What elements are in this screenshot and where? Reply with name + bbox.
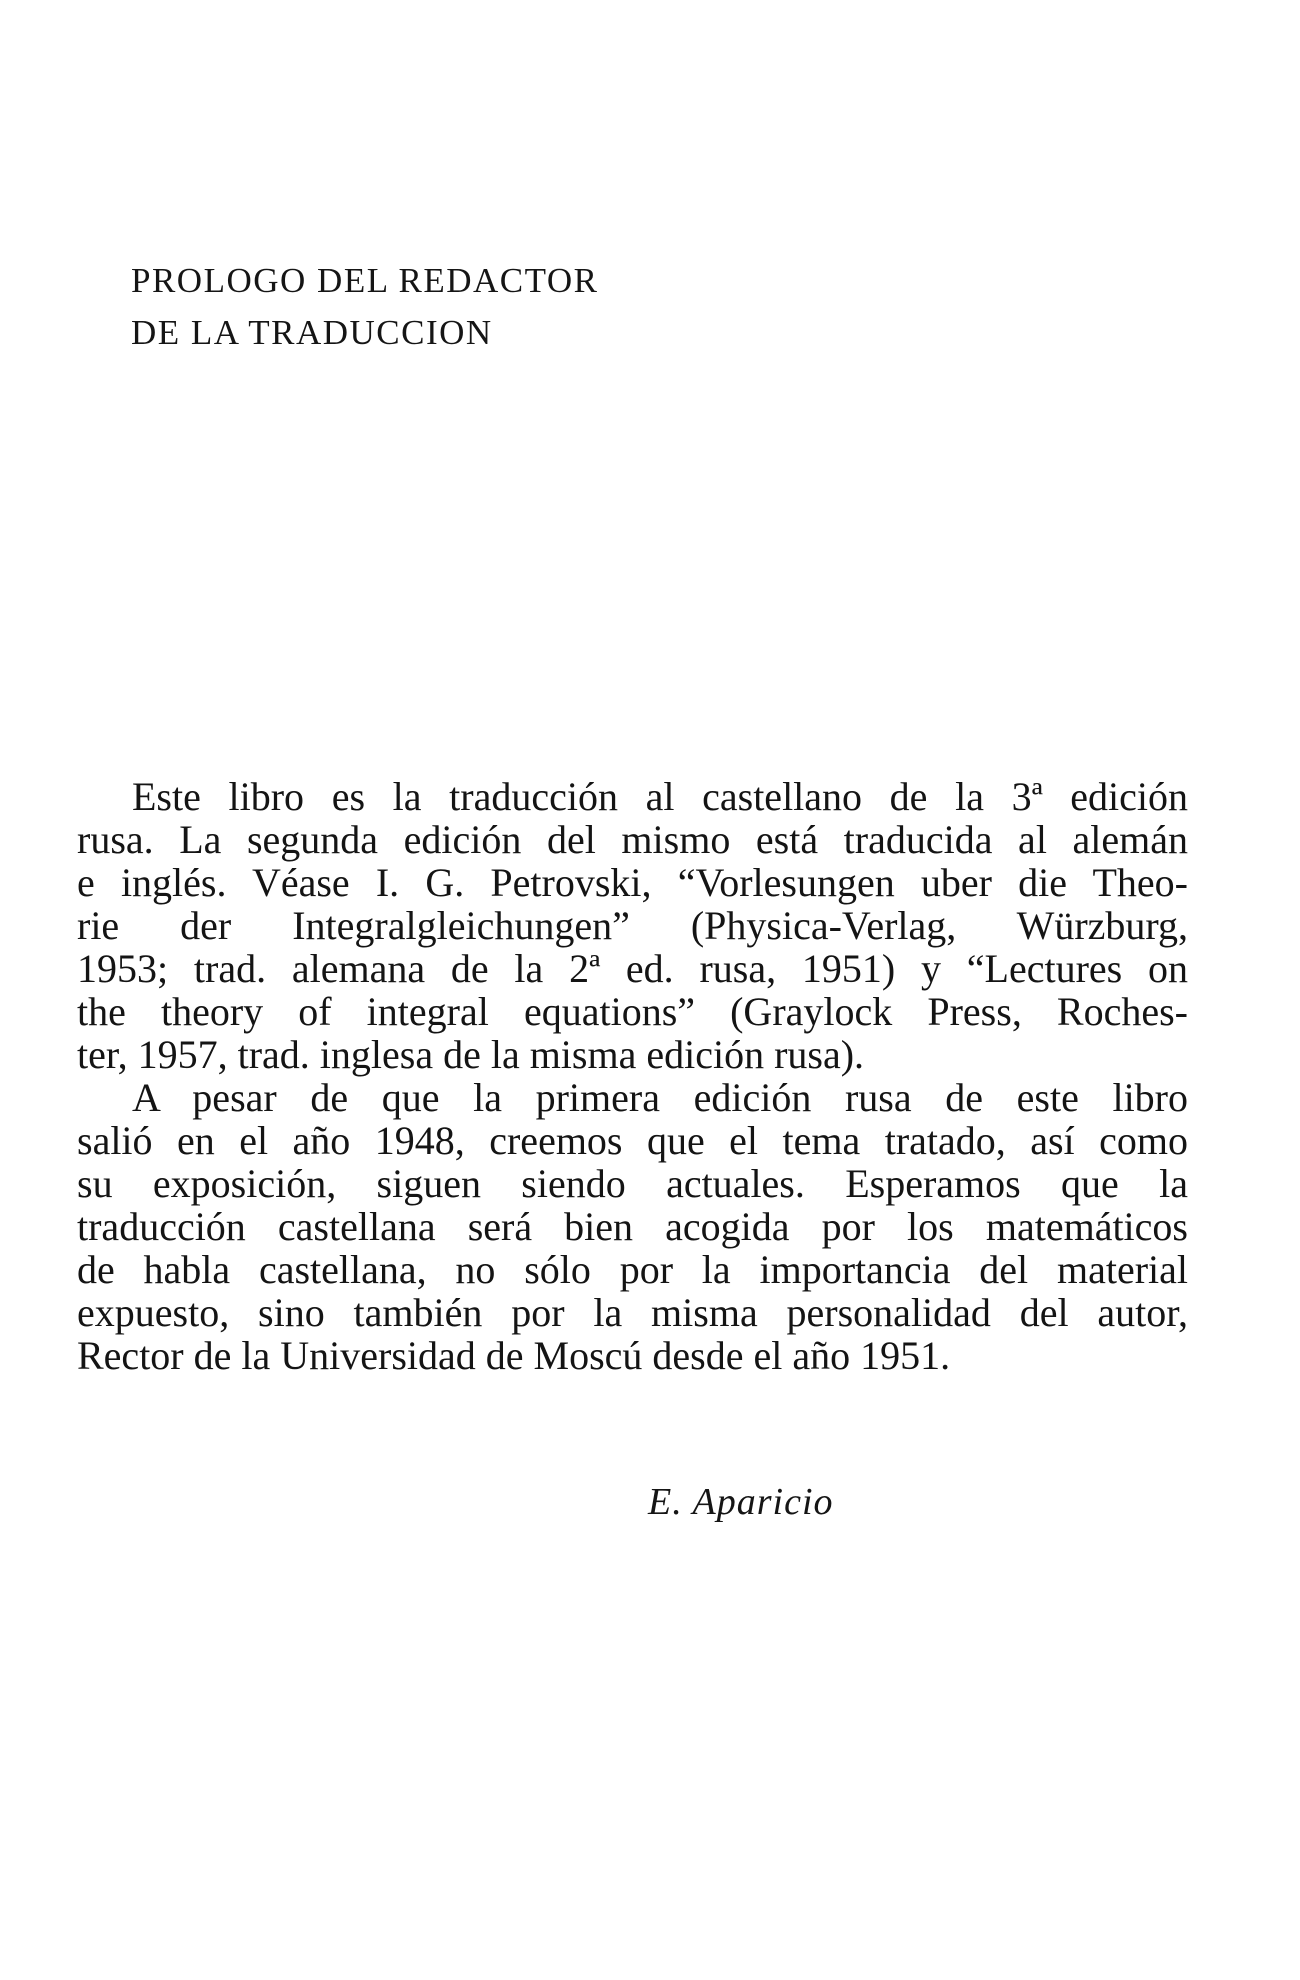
paragraph-1-line: rie der Integralgleichungen” (Physica-Verlag, Würzburg, — [77, 903, 1188, 948]
paragraph-2-line: traducción castellana será bien acogida por los matemáticos — [77, 1204, 1188, 1249]
paragraph-2-line: A pesar de que la primera edición rusa de este libro — [132, 1075, 1188, 1120]
title-line-1: PROLOGO DEL REDACTOR — [131, 261, 599, 300]
paragraph-2-line: su exposición, siguen siendo actuales. Esperamos que la — [77, 1161, 1188, 1206]
paragraph-1 — [77, 775, 1188, 1076]
paragraph-2-line: de habla castellana, no sólo por la importancia del material — [77, 1247, 1188, 1292]
paragraph-2-line: Rector de la Universidad de Moscú desde el año 1951. — [77, 1333, 951, 1378]
author-signature: E. Aparicio — [648, 1481, 834, 1523]
paragraph-1-line: rusa. La segunda edición del mismo está traducida al alemán — [77, 817, 1188, 862]
paragraph-1-line: the theory of integral equations” (Graylock Press, Roches- — [77, 989, 1188, 1034]
body-text — [77, 775, 1188, 1377]
paragraph-1-line: e inglés. Véase I. G. Petrovski, “Vorlesungen uber die Theo- — [77, 860, 1188, 905]
paragraph-2-line: salió en el año 1948, creemos que el tema tratado, así como — [77, 1118, 1188, 1163]
paragraph-1-line: ter, 1957, trad. inglesa de la misma edición rusa). — [77, 1032, 865, 1077]
paragraph-1-line: 1953; trad. alemana de la 2ª ed. rusa, 1951) y “Lectures on — [77, 946, 1188, 991]
paragraph-2 — [77, 1076, 1188, 1377]
paragraph-2-line: expuesto, sino también por la misma personalidad del autor, — [77, 1290, 1188, 1335]
paragraph-1-line: Este libro es la traducción al castellano de la 3ª edición — [132, 774, 1188, 819]
page-title — [131, 255, 831, 359]
title-line-2: DE LA TRADUCCION — [131, 313, 493, 352]
